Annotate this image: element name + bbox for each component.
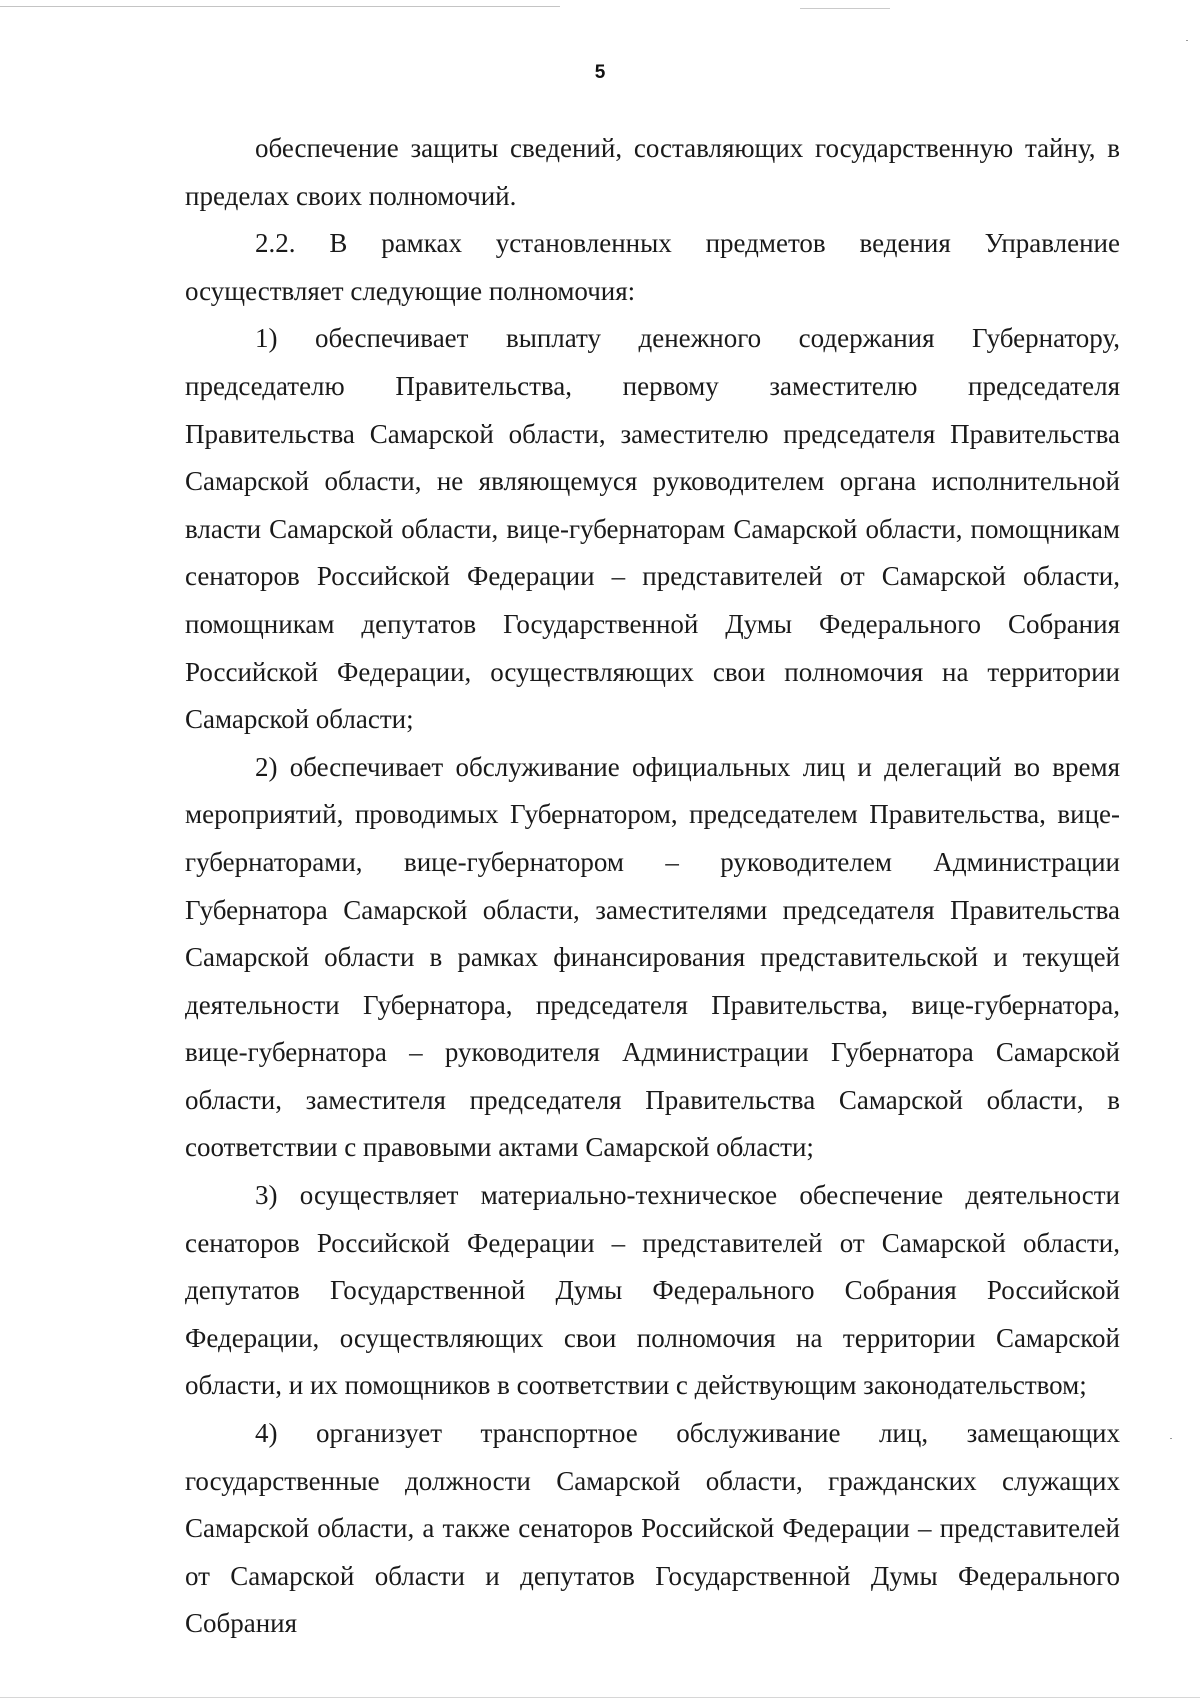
paragraph-item-1: 1) обеспечивает выплату денежного содержания Губернатору, председателю Правительства, первому заместителю председателя Правительства Самарской области, заместителю председателя Правительства Самарской области, не являющемуся руководителем органа исполнительной власти Самарской области, вице-губернаторам Самарской области, помощникам сенаторов Российской Федерации – представителей от Самарской области, помощникам депутатов Государственной Думы Федерального Собрания Российской Федерации, осуществляющих свои полномочия на территории Самарской области; bbox=[185, 323, 1120, 735]
paragraph-item-2: 2) обеспечивает обслуживание официальных лиц и делегаций во время мероприятий, проводимых Губернатором, председателем Правительства, вице-губернаторами, вице-губернатором – руководителем Администрации Губернатора Самарской области, заместителями председателя Правительства Самарской области в рамках финансирования представительской и текущей деятельности Губернатора, председателя Правительства, вице-губернатора, вице-губернатора – руководителя Администрации Губернатора Самарской области, заместителя председателя Правительства Самарской области, в соответствии с правовыми актами Самарской области; bbox=[185, 751, 1120, 1163]
scan-edge-bottom bbox=[0, 1697, 1200, 1698]
page-number: 5 bbox=[594, 62, 606, 83]
paragraph-2-2: 2.2. В рамках установленных предметов ведения Управление осуществляет следующие полномочия: bbox=[185, 228, 1120, 306]
paragraph-state-secret: обеспечение защиты сведений, составляющих государственную тайну, в пределах своих полномочий. bbox=[185, 133, 1120, 211]
scan-edge-top-right bbox=[800, 8, 890, 9]
scan-edge-top bbox=[0, 6, 560, 7]
document-body bbox=[185, 125, 1120, 1648]
scan-speck bbox=[1186, 40, 1188, 41]
paragraph-item-4: 4) организует транспортное обслуживание лиц, замещающих государственные должности Самарской области, гражданских служащих Самарской области, а также сенаторов Российской Федерации – представителей от Самарской области и депутатов Государственной Думы Федерального Собрания bbox=[185, 1418, 1120, 1639]
scan-speck bbox=[1170, 1438, 1172, 1439]
paragraph-item-3: 3) осуществляет материально-техническое обеспечение деятельности сенаторов Российской Федерации – представителей от Самарской области, депутатов Государственной Думы Федерального Собрания Российской Федерации, осуществляющих свои полномочия на территории Самарской области, и их помощников в соответствии с действующим законодательством; bbox=[185, 1180, 1120, 1401]
